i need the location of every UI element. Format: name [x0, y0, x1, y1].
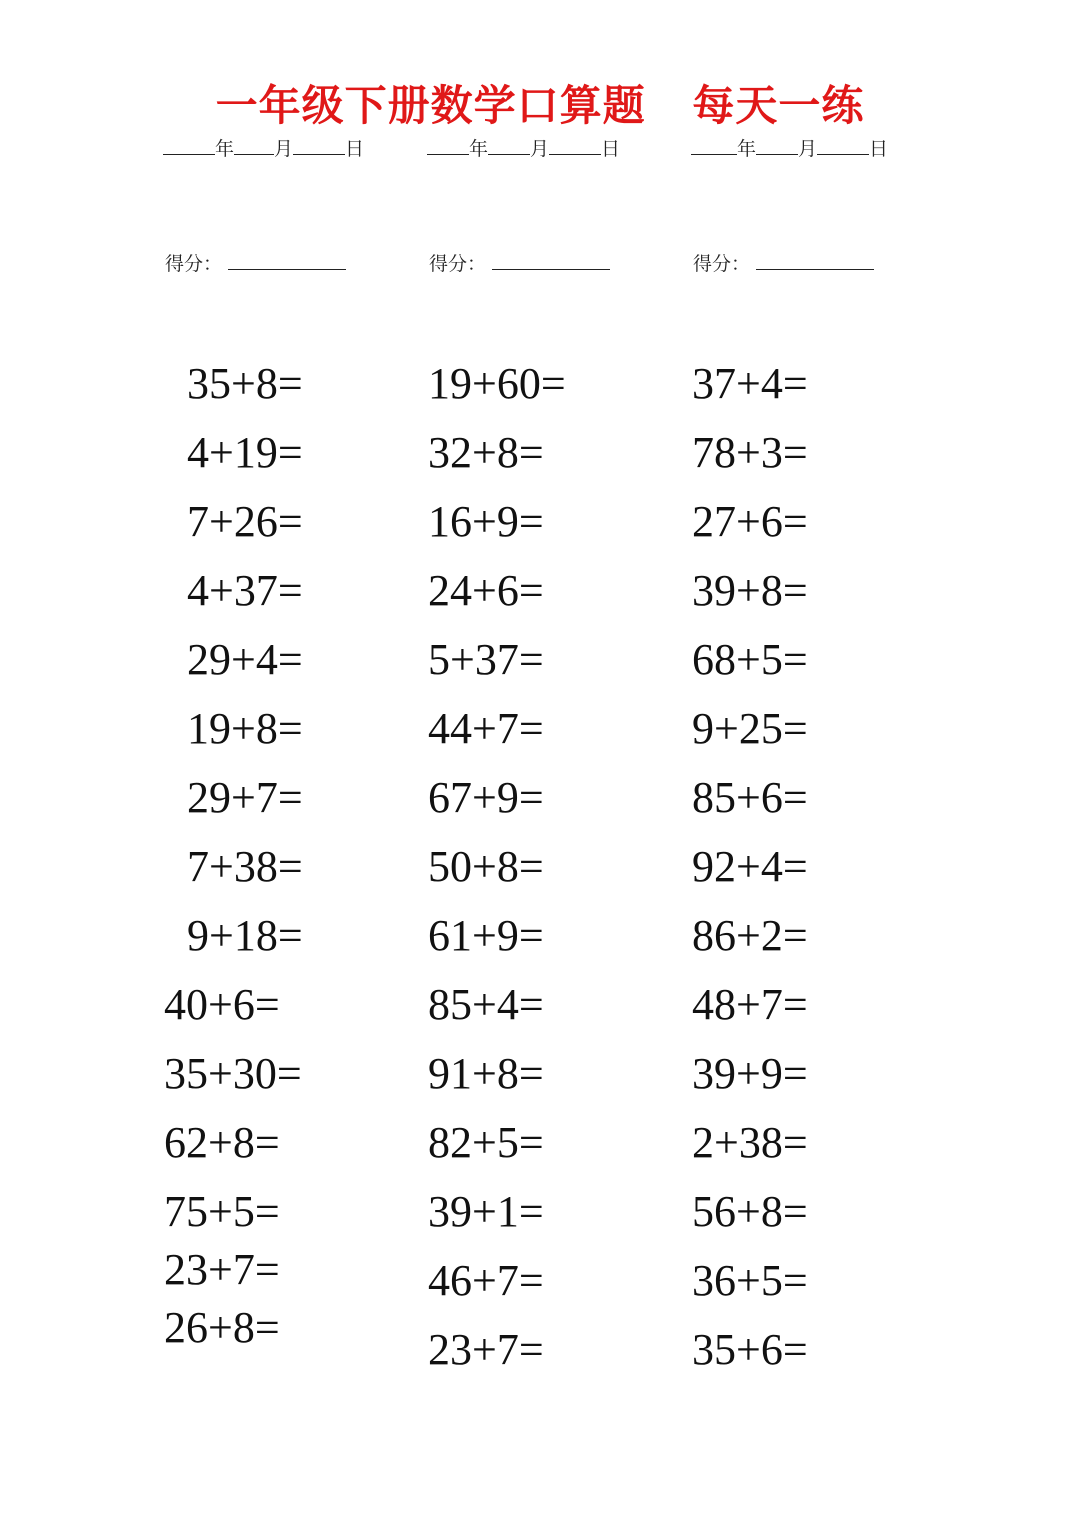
- problem-item: 7+26=: [187, 497, 303, 546]
- problem-item: 78+3=: [692, 428, 808, 477]
- problem-item: 5+37=: [428, 635, 544, 684]
- problem-item: 7+38=: [187, 842, 303, 891]
- problem-item: 26+8=: [164, 1303, 280, 1352]
- problem-item: 19+8=: [187, 704, 303, 753]
- problem-item: 4+37=: [187, 566, 303, 615]
- problem-item: 85+4=: [428, 980, 544, 1029]
- problem-item: 48+7=: [692, 980, 808, 1029]
- problem-item: 92+4=: [692, 842, 808, 891]
- date-field-col-2: [427, 136, 620, 162]
- problem-item: 32+8=: [428, 428, 544, 477]
- problem-item: 62+8=: [164, 1118, 280, 1167]
- score-label: 得分：: [693, 253, 751, 275]
- score-blank[interactable]: [492, 249, 610, 270]
- month-blank[interactable]: [234, 136, 274, 155]
- problem-item: 91+8=: [428, 1049, 544, 1098]
- problem-item: 2+38=: [692, 1118, 808, 1167]
- problem-item: 56+8=: [692, 1187, 808, 1236]
- year-label: 年: [215, 138, 235, 160]
- problem-item: 19+60=: [428, 359, 566, 408]
- problem-item: 24+6=: [428, 566, 544, 615]
- day-blank[interactable]: [293, 136, 345, 155]
- year-label: 年: [737, 138, 757, 160]
- month-label: 月: [798, 138, 818, 160]
- problem-item: 29+7=: [187, 773, 303, 822]
- score-field-col-1: [165, 249, 346, 277]
- day-blank[interactable]: [549, 136, 601, 155]
- problem-item: 67+9=: [428, 773, 544, 822]
- problem-item: 9+25=: [692, 704, 808, 753]
- problem-item: 82+5=: [428, 1118, 544, 1167]
- problem-item: 35+30=: [164, 1049, 302, 1098]
- problem-item: 4+19=: [187, 428, 303, 477]
- problem-item: 36+5=: [692, 1256, 808, 1305]
- day-label: 日: [345, 138, 365, 160]
- problem-item: 39+1=: [428, 1187, 544, 1236]
- score-blank[interactable]: [756, 249, 874, 270]
- problem-item: 35+8=: [187, 359, 303, 408]
- year-blank[interactable]: [163, 136, 215, 155]
- problem-item: 40+6=: [164, 980, 280, 1029]
- day-label: 日: [601, 138, 621, 160]
- year-blank[interactable]: [427, 136, 469, 155]
- problem-item: 16+9=: [428, 497, 544, 546]
- problem-item: 61+9=: [428, 911, 544, 960]
- problem-item: 44+7=: [428, 704, 544, 753]
- score-field-col-2: [429, 249, 610, 277]
- problem-item: 86+2=: [692, 911, 808, 960]
- day-label: 日: [869, 138, 889, 160]
- page-title: 一年级下册数学口算题 每天一练: [215, 81, 865, 130]
- problem-item: 39+8=: [692, 566, 808, 615]
- problem-item: 39+9=: [692, 1049, 808, 1098]
- problem-item: 75+5=: [164, 1187, 280, 1236]
- month-label: 月: [274, 138, 294, 160]
- year-blank[interactable]: [691, 136, 737, 155]
- problem-item: 85+6=: [692, 773, 808, 822]
- date-field-col-1: [163, 136, 364, 162]
- problem-item: 50+8=: [428, 842, 544, 891]
- problem-item: 27+6=: [692, 497, 808, 546]
- day-blank[interactable]: [817, 136, 869, 155]
- score-label: 得分：: [429, 253, 487, 275]
- date-field-col-3: [691, 136, 888, 162]
- month-blank[interactable]: [488, 136, 530, 155]
- year-label: 年: [469, 138, 489, 160]
- problem-item: 23+7=: [428, 1325, 544, 1374]
- month-label: 月: [530, 138, 550, 160]
- problem-item: 35+6=: [692, 1325, 808, 1374]
- score-blank[interactable]: [228, 249, 346, 270]
- problem-item: 37+4=: [692, 359, 808, 408]
- problem-item: 29+4=: [187, 635, 303, 684]
- month-blank[interactable]: [756, 136, 798, 155]
- score-label: 得分：: [165, 253, 223, 275]
- problem-item: 23+7=: [164, 1245, 280, 1294]
- score-field-col-3: [693, 249, 874, 277]
- problem-item: 68+5=: [692, 635, 808, 684]
- problem-item: 46+7=: [428, 1256, 544, 1305]
- problem-item: 9+18=: [187, 911, 303, 960]
